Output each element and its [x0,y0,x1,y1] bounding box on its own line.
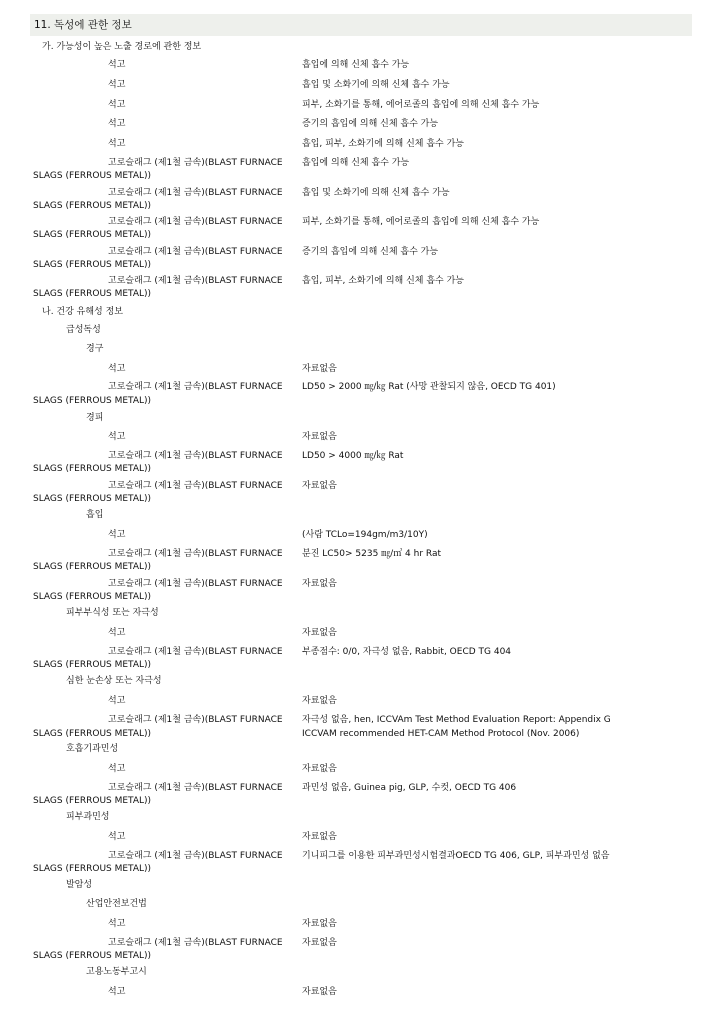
exposure-value: 흡입, 피부, 소화기에 의해 신체 흡수 가능 [302,139,464,149]
exposure-value: 흡입 및 소화기에 의해 신체 흡수 가능 [302,188,450,198]
hazard-value: (사람 TCLo=194gm/m3/10Y) [302,530,428,540]
substance-name: 고로슬래그 (제1철 금속)(BLAST FURNACE [108,851,283,861]
substance-name-cont: SLAGS (FERROUS METAL)) [33,171,152,181]
substance-name: 고로슬래그 (제1철 금속)(BLAST FURNACE [108,481,283,491]
substance-name: 고로슬래그 (제1철 금속)(BLAST FURNACE [108,579,283,589]
route-dermal: 경피 [86,413,104,423]
category-acute: 급성독성 [66,325,101,335]
substance-name-cont: SLAGS (FERROUS METAL)) [33,951,152,961]
hazard-value: 자료없음 [302,579,337,589]
hazard-value: 과민성 없음, Guinea pig, GLP, 수컷, OECD TG 406 [302,783,517,793]
hazard-value: 자극성 없음, hen, ICCVAm Test Method Evaluation Report: Appendix G [302,715,611,725]
hazard-value: LD50 > 2000 ㎎/㎏ Rat (사망 관찰되지 않음, OECD TG 401) [302,382,556,392]
hazard-value: 자료없음 [302,432,337,442]
substance-name-cont: SLAGS (FERROUS METAL)) [33,289,152,299]
hazard-value: 자료없음 [302,364,337,374]
substance-name: 석고 [108,364,126,374]
category-carcinogenicity: 발암성 [66,880,93,890]
substance-name: 고로슬래그 (제1철 금속)(BLAST FURNACE [108,938,283,948]
substance-name-cont: SLAGS (FERROUS METAL)) [33,660,152,670]
category-respiratory-sensitization: 호흡기과민성 [66,744,119,754]
substance-name: 고로슬래그 (제1철 금속)(BLAST FURNACE [108,647,283,657]
substance-name-cont: SLAGS (FERROUS METAL)) [33,230,152,240]
subheading-health: 나. 건강 유해성 정보 [42,307,123,317]
regulation-osha: 산업안전보건법 [86,899,147,909]
substance-name-cont: SLAGS (FERROUS METAL)) [33,494,152,504]
subheading-exposure: 가. 가능성이 높은 노출 경로에 관한 정보 [42,42,202,52]
substance-name: 고로슬래그 (제1철 금속)(BLAST FURNACE [108,382,283,392]
substance-name-cont: SLAGS (FERROUS METAL)) [33,396,152,406]
hazard-value: 자료없음 [302,919,337,929]
substance-name: 석고 [108,80,126,90]
substance-name: 석고 [108,696,126,706]
substance-name: 석고 [108,60,126,70]
substance-name: 석고 [108,139,126,149]
route-inhalation: 흡입 [86,510,104,520]
hazard-value: 자료없음 [302,628,337,638]
substance-name: 석고 [108,530,126,540]
section-title: 11. 독성에 관한 정보 [30,14,692,36]
exposure-value: 흡입 및 소화기에 의해 신체 흡수 가능 [302,80,450,90]
exposure-value: 피부, 소화기를 통해, 에어로졸의 흡입에 의해 신체 흡수 가능 [302,100,540,110]
category-skin-sensitization: 피부과민성 [66,812,110,822]
substance-name: 석고 [108,919,126,929]
substance-name: 고로슬래그 (제1철 금속)(BLAST FURNACE [108,188,283,198]
substance-name: 석고 [108,628,126,638]
hazard-value: LD50 > 4000 ㎎/㎏ Rat [302,451,404,461]
hazard-value: 자료없음 [302,696,337,706]
exposure-value: 흡입, 피부, 소화기에 의해 신체 흡수 가능 [302,276,464,286]
substance-name: 석고 [108,764,126,774]
substance-name-cont: SLAGS (FERROUS METAL)) [33,796,152,806]
substance-name: 석고 [108,832,126,842]
hazard-value: 기니피그를 이용한 피부과민성시험결과OECD TG 406, GLP, 피부과민성 없음 [302,851,610,861]
hazard-value: 자료없음 [302,481,337,491]
substance-name-cont: SLAGS (FERROUS METAL)) [33,464,152,474]
category-eye-damage: 심한 눈손상 또는 자극성 [66,676,162,686]
category-skin-corrosion: 피부부식성 또는 자극성 [66,608,159,618]
exposure-value: 흡입에 의해 신체 흡수 가능 [302,60,410,70]
exposure-value: 증기의 흡입에 의해 신체 흡수 가능 [302,119,439,129]
substance-name: 고로슬래그 (제1철 금속)(BLAST FURNACE [108,715,283,725]
substance-name-cont: SLAGS (FERROUS METAL)) [33,592,152,602]
hazard-value: 부종점수: 0/0, 자극성 없음, Rabbit, OECD TG 404 [302,647,512,657]
hazard-value-cont: ICCVAM recommended HET-CAM Method Protocol (Nov. 2006) [302,729,580,739]
substance-name-cont: SLAGS (FERROUS METAL)) [33,562,152,572]
substance-name: 석고 [108,100,126,110]
substance-name-cont: SLAGS (FERROUS METAL)) [33,260,152,270]
substance-name: 고로슬래그 (제1철 금속)(BLAST FURNACE [108,247,283,257]
substance-name: 석고 [108,119,126,129]
substance-name: 고로슬래그 (제1철 금속)(BLAST FURNACE [108,217,283,227]
substance-name: 고로슬래그 (제1철 금속)(BLAST FURNACE [108,783,283,793]
substance-name: 석고 [108,987,126,997]
hazard-value: 자료없음 [302,832,337,842]
hazard-value: 자료없음 [302,764,337,774]
substance-name-cont: SLAGS (FERROUS METAL)) [33,729,152,739]
hazard-value: 분진 LC50> 5235 ㎎/㎥ 4 hr Rat [302,549,442,559]
substance-name: 고로슬래그 (제1철 금속)(BLAST FURNACE [108,276,283,286]
regulation-moel: 고용노동부고시 [86,967,147,977]
substance-name: 석고 [108,432,126,442]
substance-name-cont: SLAGS (FERROUS METAL)) [33,201,152,211]
substance-name: 고로슬래그 (제1철 금속)(BLAST FURNACE [108,549,283,559]
exposure-value: 흡입에 의해 신체 흡수 가능 [302,158,410,168]
hazard-value: 자료없음 [302,987,337,997]
exposure-value: 피부, 소화기를 통해, 에어로졸의 흡입에 의해 신체 흡수 가능 [302,217,540,227]
hazard-value: 자료없음 [302,938,337,948]
substance-name-cont: SLAGS (FERROUS METAL)) [33,864,152,874]
substance-name: 고로슬래그 (제1철 금속)(BLAST FURNACE [108,451,283,461]
substance-name: 고로슬래그 (제1철 금속)(BLAST FURNACE [108,158,283,168]
route-oral: 경구 [86,344,104,354]
exposure-value: 증기의 흡입에 의해 신체 흡수 가능 [302,247,439,257]
